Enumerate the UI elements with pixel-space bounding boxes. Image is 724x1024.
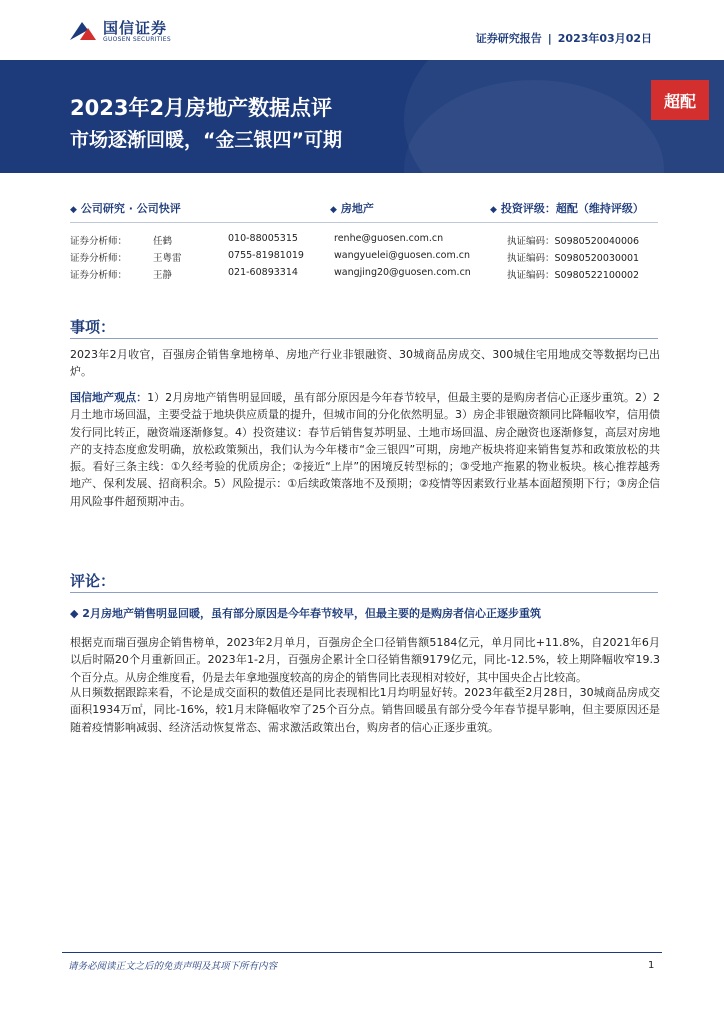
footer-disclaimer: 请务必阅读正文之后的免责声明及其项下所有内容: [68, 961, 278, 972]
analyst-email[interactable]: wangjing20@guosen.com.cn: [334, 267, 471, 278]
diamond-icon: ◆: [70, 607, 83, 620]
page-header: [0, 0, 724, 60]
logo-text-cn: 国信证券: [103, 19, 168, 37]
analyst-table: [70, 233, 670, 284]
comment-bullet: ◆ 2月房地产销售明显回暖，虽有部分原因是今年春节较早，但最主要的是购房者信心正逐步重筑: [70, 607, 541, 620]
rating-badge: 超配: [651, 80, 709, 120]
analyst-email[interactable]: renhe@guosen.com.cn: [334, 233, 444, 244]
view-text: 1）2月房地产销售明显回暖，虽有部分原因是今年春节较早，但最主要的是购房者信心正逐步重筑。2）2月土地市场回温，主要受益于地块供应质量的提升，但城市间的分化依然明显。3）房企非银融资额同比降幅收窄，信用债发行同比转正，融资端逐渐修复。4）投资建议：春节后销售复苏明显、土地市场回温、房企融资也逐渐修复，高层对房地产的支持态度愈发明确，放松政策频出，我们认为今年楼市“金三银四”可期，房地产板块将迎来销售复苏和政策放松的共振。看好三条主线：①久经考验的优质房企；②接近“上岸”的困境反转型标的；③受地产拖累的物业板块。核心推荐越秀地产、保利发展、招商积余。5）风险提示：①后续政策落地不及预期；②疫情等因素致行业基本面超预期下行；③房企信用风险事件超预期冲击。: [70, 391, 661, 508]
analyst-row: 证券分析师： 王静 021-60893314 wangjing20@guosen.com.cn 执证编码：S0980522100002: [70, 267, 640, 281]
analyst-email[interactable]: wangyuelei@guosen.com.cn: [334, 250, 471, 261]
diamond-icon: ◆: [70, 205, 77, 215]
section-divider: [70, 592, 658, 593]
report-date: 2023年03月02日: [557, 32, 652, 45]
logo-text-en: GUOSEN SECURITIES: [103, 36, 172, 43]
report-type: 证券研究报告: [475, 32, 542, 45]
diamond-icon: ◆: [330, 205, 337, 215]
report-subtitle: 市场逐渐回暖，“金三银四”可期: [70, 129, 342, 151]
meta-industry: ◆ 房地产: [330, 202, 374, 215]
analyst-row: 证券分析师： 任鹤 010-88005315 renhe@guosen.com.cn 执证编码：S0980520040006: [70, 233, 640, 247]
view-paragraph: [70, 389, 660, 510]
report-title: 2023年2月房地产数据点评: [70, 96, 333, 120]
view-lead: 国信地产观点：: [70, 391, 148, 404]
diamond-icon: ◆: [490, 205, 497, 215]
divider: [70, 222, 658, 223]
event-paragraph: 2023年2月收官，百强房企销售拿地榜单、房地产行业非银融资、30城商品房成交、300城住宅用地成交等数据均已出炉。: [70, 348, 660, 379]
meta-category: ◆ 公司研究 · 公司快评: [70, 202, 181, 215]
guosen-logo-icon: [68, 18, 98, 44]
analyst-row: 证券分析师： 王粤雷 0755-81981019 wangyuelei@guosen.com.cn 执证编码：S0980520030001: [70, 250, 640, 264]
section-heading-event: 事项：: [70, 318, 116, 336]
footer-divider: [62, 952, 662, 953]
section-divider: [70, 338, 658, 339]
meta-rating: ◆ 投资评级：超配（维持评级）: [490, 202, 644, 215]
section-heading-comment: 评论：: [70, 572, 116, 590]
comment-paragraph-1: 根据克而瑞百强房企销售榜单，2023年2月单月，百强房企全口径销售额5184亿元，单月同比+11.8%，自2021年6月以后时隔20个月重新回正。2023年1-2月，百强房企累计全口径销售额9179亿元，同比-12.5%，较上期降幅收窄19.3个百分点。从房企维度看，仍是去年拿地强度较高的房企的销售同比表现相对较好，其中国央企占比较高。: [70, 636, 660, 684]
page-number: 1: [648, 960, 655, 971]
comment-paragraph-2: 从日频数据跟踪来看，不论是成交面积的数值还是同比表现相比1月均明显好转。2023年截至2月28日，30城商品房成交面积1934万㎡，同比-16%，较1月末降幅收窄了25个百分点。销售回暖虽有部分受今年春节提早影响，但主要原因还是随着疫情影响减弱、经济活动恢复常态、需求激活政策出台，购房者的信心正逐步重筑。: [70, 686, 660, 734]
header-separator: |: [547, 32, 552, 45]
header-info: [476, 30, 652, 46]
